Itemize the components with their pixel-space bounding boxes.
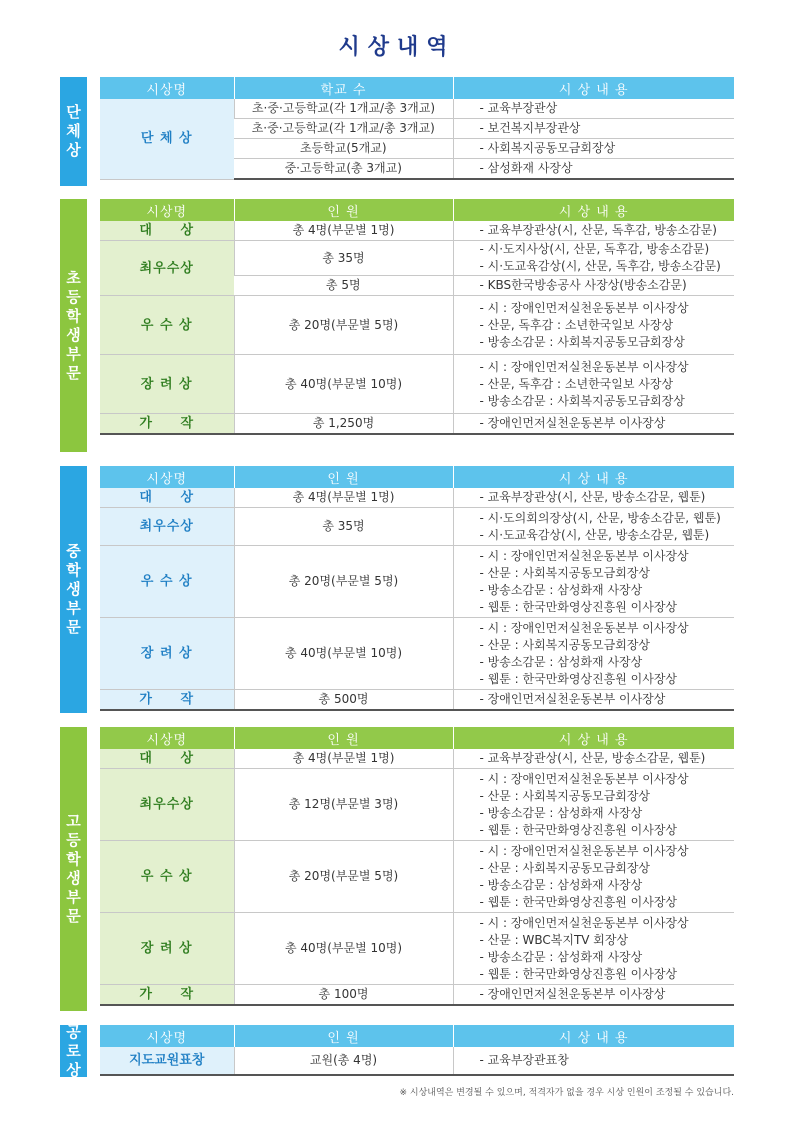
award-name: 대 상 [100, 488, 234, 508]
award-name: 대 상 [100, 221, 234, 241]
award-count: 총 1,250명 [234, 414, 453, 435]
table-row [100, 985, 734, 1006]
award-count: 총 40명(부문별 10명) [234, 913, 453, 985]
award-detail: - 시 : 장애인먼저실천운동본부 이사장상 - 산문, 독후감 : 소년한국일보 사장상 - 방송소감문 : 사회복지공동모금회장상 [453, 296, 734, 355]
section-label-group: 단체상 [60, 77, 87, 186]
award-count: 총 12명(부문별 3명) [234, 769, 453, 841]
award-count: 초·중·고등학교(각 1개교/총 3개교) [234, 119, 453, 139]
section-label-high: 고등학생 부문 [60, 727, 87, 1011]
award-count: 총 40명(부문별 10명) [234, 618, 453, 690]
header-award-name: 시상명 [100, 1025, 234, 1047]
award-detail: - 시·도지사상(시, 산문, 독후감, 방송소감문) - 시·도교육감상(시, 산문, 독후감, 방송소감문) [453, 241, 734, 276]
award-detail: - 교육부장관표창 [453, 1047, 734, 1075]
middle-award-table [100, 466, 734, 711]
table-row [100, 546, 734, 618]
footnote: ※ 시상내역은 변경될 수 있으며, 적격자가 없을 경우 시상 인원이 조정될 수 있습니다. [399, 1088, 734, 1098]
table-row [100, 414, 734, 435]
header-count: 학교 수 [234, 77, 453, 99]
header-detail: 시 상 내 용 [453, 77, 734, 99]
award-count: 초등학교(5개교) [234, 139, 453, 159]
award-detail: - 삼성화재 사장상 [453, 159, 734, 180]
table-row [100, 749, 734, 769]
group-award-table [100, 77, 734, 180]
header-count: 인 원 [234, 727, 453, 749]
award-detail: - 교육부장관상(시, 산문, 독후감, 방송소감문) [453, 221, 734, 241]
award-name: 단 체 상 [100, 99, 234, 179]
header-count: 인 원 [234, 466, 453, 488]
table-row [100, 690, 734, 711]
table-row [100, 221, 734, 241]
table-row [100, 99, 734, 119]
page-title: 시상내역 [338, 35, 456, 60]
merit-award-table [100, 1025, 734, 1076]
award-count: 총 500명 [234, 690, 453, 711]
award-name: 우 수 상 [100, 841, 234, 913]
table-row [100, 508, 734, 546]
award-count: 총 20명(부문별 5명) [234, 296, 453, 355]
high-section [60, 727, 734, 1011]
award-detail: - 교육부장관상(시, 산문, 방송소감문, 웹툰) [453, 749, 734, 769]
header-award-name: 시상명 [100, 199, 234, 221]
award-name: 최우수상 [100, 241, 234, 296]
award-name: 최우수상 [100, 769, 234, 841]
table-row [100, 618, 734, 690]
award-name: 지도교원표창 [100, 1047, 234, 1075]
header-count: 인 원 [234, 1025, 453, 1047]
elementary-award-table [100, 199, 734, 435]
award-detail: - 시 : 장애인먼저실천운동본부 이사장상 - 산문 : 사회복지공동모금회장상 - 방송소감문 : 삼성화재 사장상 - 웹툰 : 한국만화영상진흥원 이사장상 [453, 841, 734, 913]
award-name: 장 려 상 [100, 618, 234, 690]
section-label-merit: 공로상 [60, 1025, 87, 1077]
header-detail: 시 상 내 용 [453, 1025, 734, 1047]
table-row [100, 488, 734, 508]
award-detail: - 시 : 장애인먼저실천운동본부 이사장상 - 산문 : 사회복지공동모금회장상 - 방송소감문 : 삼성화재 사장상 - 웹툰 : 한국만화영상진흥원 이사장상 [453, 546, 734, 618]
award-detail: - 시 : 장애인먼저실천운동본부 이사장상 - 산문 : 사회복지공동모금회장상 - 방송소감문 : 삼성화재 사장상 - 웹툰 : 한국만화영상진흥원 이사장상 [453, 618, 734, 690]
award-detail: - KBS한국방송공사 사장상(방송소감문) [453, 276, 734, 296]
award-name: 장 려 상 [100, 913, 234, 985]
award-detail: - 시 : 장애인먼저실천운동본부 이사장상 - 산문 : 사회복지공동모금회장상 - 방송소감문 : 삼성화재 사장상 - 웹툰 : 한국만화영상진흥원 이사장상 [453, 769, 734, 841]
table-row [100, 841, 734, 913]
award-detail: - 시 : 장애인먼저실천운동본부 이사장상 - 산문 : WBC복지TV 회장상 - 방송소감문 : 삼성화재 사장상 - 웹툰 : 한국만화영상진흥원 이사장상 [453, 913, 734, 985]
award-count: 총 100명 [234, 985, 453, 1006]
award-count: 총 4명(부문별 1명) [234, 221, 453, 241]
header-award-name: 시상명 [100, 466, 234, 488]
merit-section [60, 1022, 734, 1079]
award-count: 중·고등학교(총 3개교) [234, 159, 453, 180]
award-detail: - 교육부장관상 [453, 99, 734, 119]
table-row [100, 241, 734, 276]
award-detail: - 보건복지부장관상 [453, 119, 734, 139]
award-count: 교원(총 4명) [234, 1047, 453, 1075]
award-detail: - 시 : 장애인먼저실천운동본부 이사장상 - 산문, 독후감 : 소년한국일보 사장상 - 방송소감문 : 사회복지공동모금회장상 [453, 355, 734, 414]
award-name: 가 작 [100, 414, 234, 435]
award-name: 우 수 상 [100, 546, 234, 618]
table-row [100, 1047, 734, 1075]
table-row [100, 769, 734, 841]
award-count: 총 40명(부문별 10명) [234, 355, 453, 414]
award-count: 총 5명 [234, 276, 453, 296]
award-detail: - 장애인먼저실천운동본부 이사장상 [453, 414, 734, 435]
award-name: 우 수 상 [100, 296, 234, 355]
table-row [100, 296, 734, 355]
header-count: 인 원 [234, 199, 453, 221]
header-detail: 시 상 내 용 [453, 199, 734, 221]
award-count: 총 4명(부문별 1명) [234, 749, 453, 769]
award-detail: - 장애인먼저실천운동본부 이사장상 [453, 690, 734, 711]
award-detail: - 교육부장관상(시, 산문, 방송소감문, 웹툰) [453, 488, 734, 508]
award-name: 가 작 [100, 985, 234, 1006]
header-detail: 시 상 내 용 [453, 466, 734, 488]
award-count: 총 20명(부문별 5명) [234, 841, 453, 913]
award-name: 대 상 [100, 749, 234, 769]
award-name: 가 작 [100, 690, 234, 711]
table-row [100, 355, 734, 414]
header-detail: 시 상 내 용 [453, 727, 734, 749]
award-name: 최우수상 [100, 508, 234, 546]
award-detail: - 장애인먼저실천운동본부 이사장상 [453, 985, 734, 1006]
table-row [100, 913, 734, 985]
section-label-middle: 중학생 부문 [60, 466, 87, 713]
award-count: 총 35명 [234, 241, 453, 276]
award-detail: - 사회복지공동모금회장상 [453, 139, 734, 159]
middle-section [60, 466, 734, 713]
section-label-elementary: 초등학생 부문 [60, 199, 87, 452]
header-award-name: 시상명 [100, 77, 234, 99]
header-award-name: 시상명 [100, 727, 234, 749]
high-award-table [100, 727, 734, 1006]
award-count: 총 4명(부문별 1명) [234, 488, 453, 508]
elementary-section [60, 199, 734, 452]
award-count: 총 35명 [234, 508, 453, 546]
award-detail: - 시·도의회의장상(시, 산문, 방송소감문, 웹툰) - 시·도교육감상(시, 산문, 방송소감문, 웹툰) [453, 508, 734, 546]
group-award-section [60, 77, 734, 186]
award-count: 초·중·고등학교(각 1개교/총 3개교) [234, 99, 453, 119]
award-count: 총 20명(부문별 5명) [234, 546, 453, 618]
award-name: 장 려 상 [100, 355, 234, 414]
